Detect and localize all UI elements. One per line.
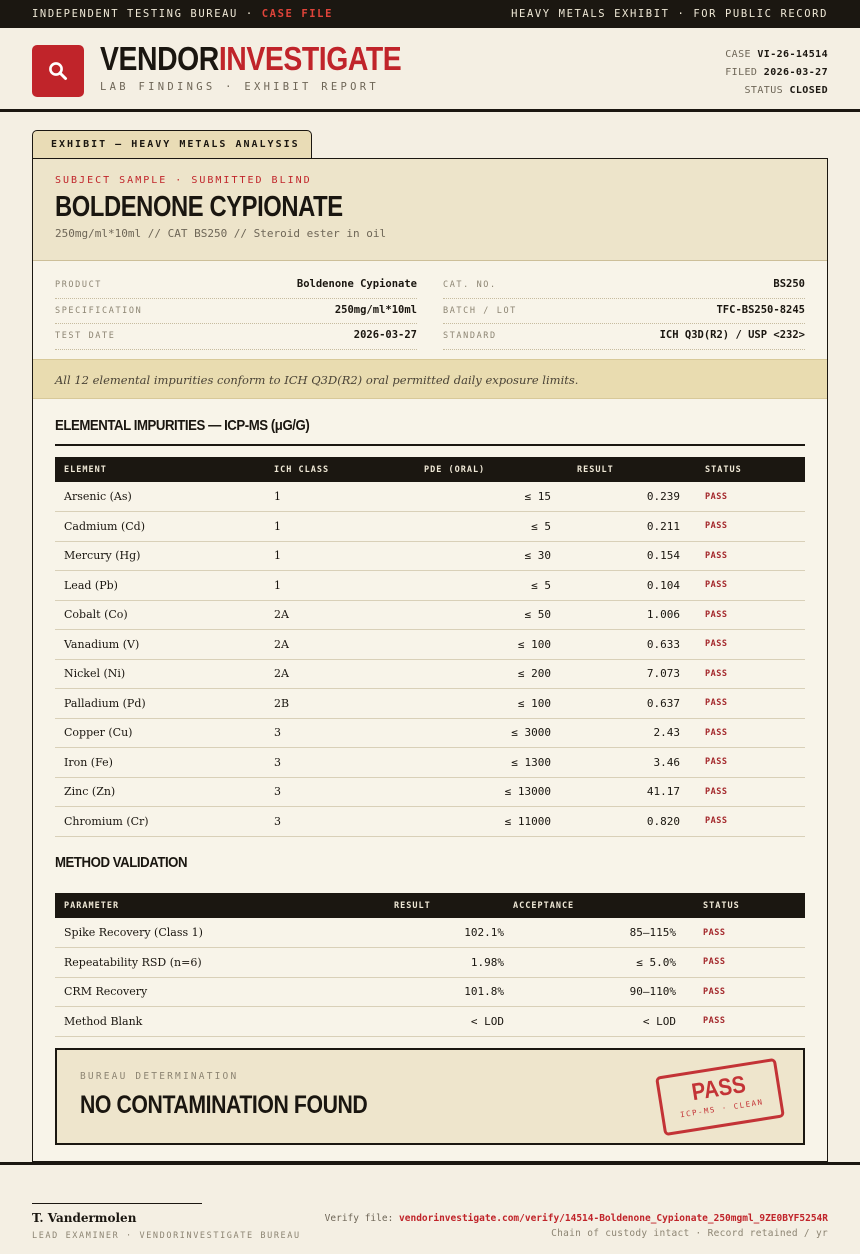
footer — [0, 1162, 860, 1254]
impurity-row — [55, 571, 805, 601]
validation-acceptance: 90–110% — [513, 977, 685, 1007]
impurity-result: 0.239 — [577, 482, 689, 512]
impurity-pde: ≤ 5 — [415, 512, 577, 542]
exhibit-card — [32, 158, 828, 1162]
validation-result: 102.1% — [385, 918, 513, 948]
impurity-pde: ≤ 15 — [415, 482, 577, 512]
impurity-row — [55, 541, 805, 571]
conformance-note: All 12 elemental impurities conform to ICH Q3D(R2) oral permitted daily exposure limits. — [33, 359, 827, 399]
impurity-element: Cadmium (Cd) — [55, 512, 265, 542]
impurity-pde: ≤ 200 — [415, 659, 577, 689]
impurity-element: Chromium (Cr) — [55, 807, 265, 837]
case-status-row: STATUS CLOSED — [744, 85, 828, 96]
examiner-role: LEAD EXAMINER · VENDORINVESTIGATE BUREAU — [32, 1231, 301, 1241]
impurity-status: PASS — [689, 512, 805, 542]
verify-link[interactable]: vendorinvestigate.com/verify/14514-Boldenone_Cypionate_250mgml_9ZE0BYF5254R — [399, 1213, 828, 1224]
top-bar-right: HEAVY METALS EXHIBIT · FOR PUBLIC RECORD — [511, 8, 828, 20]
validation-result: 1.98% — [385, 948, 513, 978]
fact-catalog-number: CAT. NO. BS250 — [443, 273, 805, 299]
stamp-value: PASS — [689, 1071, 748, 1107]
validation-acceptance: 85–115% — [513, 918, 685, 948]
impurity-status: PASS — [689, 777, 805, 807]
impurities-table — [55, 457, 805, 837]
impurity-status: PASS — [689, 718, 805, 748]
impurity-result: 0.154 — [577, 541, 689, 571]
impurity-element: Mercury (Hg) — [55, 541, 265, 571]
col-pde: PDE (ORAL) — [424, 464, 486, 475]
pass-stamp — [655, 1058, 785, 1136]
fact-standard: STANDARD ICH Q3D(R2) / USP <232> — [443, 324, 805, 350]
impurity-element: Cobalt (Co) — [55, 600, 265, 630]
impurities-header-row — [55, 457, 805, 482]
validation-result: 101.8% — [385, 977, 513, 1007]
impurity-ich-class: 1 — [265, 541, 415, 571]
impurities-title: ELEMENTAL IMPURITIES — ICP-MS (μG/G) — [55, 417, 310, 434]
impurity-element: Palladium (Pd) — [55, 689, 265, 719]
impurity-element: Arsenic (As) — [55, 482, 265, 512]
brand-part-investigate: INVESTIGATE — [218, 40, 402, 77]
validation-row — [55, 1007, 805, 1037]
impurity-result: 7.073 — [577, 659, 689, 689]
validation-parameter: Spike Recovery (Class 1) — [55, 918, 385, 948]
impurity-row — [55, 807, 805, 837]
impurity-pde: ≤ 13000 — [415, 777, 577, 807]
stamp-subtitle: ICP-MS · CLEAN — [679, 1097, 765, 1120]
impurity-status: PASS — [689, 659, 805, 689]
impurity-element: Nickel (Ni) — [55, 659, 265, 689]
fact-specification: SPECIFICATION 250mg/ml*10ml — [55, 299, 417, 325]
impurities-section-header — [55, 415, 805, 446]
determination-label: BUREAU DETERMINATION — [80, 1071, 239, 1082]
subject-kicker: SUBJECT SAMPLE · SUBMITTED BLIND — [55, 175, 312, 186]
brand-logo[interactable] — [100, 40, 401, 78]
validation-section-header — [55, 853, 205, 873]
validation-status: PASS — [685, 977, 805, 1007]
brand-part-vendor: VENDOR — [100, 40, 219, 77]
logo-badge — [32, 45, 84, 97]
impurity-ich-class: 3 — [265, 748, 415, 778]
impurity-element: Iron (Fe) — [55, 748, 265, 778]
custody-note: Chain of custody intact · Record retained / yr — [551, 1228, 828, 1239]
validation-acceptance: < LOD — [513, 1007, 685, 1037]
validation-header-row — [55, 893, 805, 918]
col-parameter: PARAMETER — [64, 900, 120, 911]
subject-subtitle: 250mg/ml*10ml // CAT BS250 // Steroid ester in oil — [55, 227, 387, 240]
validation-row — [55, 977, 805, 1007]
filed-date-row: FILED 2026-03-27 — [725, 67, 828, 78]
impurity-status: PASS — [689, 689, 805, 719]
col-status: STATUS — [705, 464, 742, 475]
impurity-status: PASS — [689, 571, 805, 601]
col-result: RESULT — [577, 464, 614, 475]
impurity-row — [55, 512, 805, 542]
signature-line — [32, 1203, 202, 1204]
case-status: CLOSED — [789, 85, 828, 96]
impurity-row — [55, 718, 805, 748]
col-ich-class: ICH CLASS — [274, 464, 330, 475]
determination-panel — [55, 1048, 805, 1145]
top-bar — [0, 0, 860, 28]
exhibit-tab: EXHIBIT — HEAVY METALS ANALYSIS — [32, 130, 312, 159]
col-val-result: RESULT — [394, 900, 431, 911]
top-bar-left — [32, 8, 333, 20]
validation-status: PASS — [685, 1007, 805, 1037]
impurity-ich-class: 1 — [265, 571, 415, 601]
impurity-result: 0.633 — [577, 630, 689, 660]
impurity-row — [55, 482, 805, 512]
impurity-pde: ≤ 30 — [415, 541, 577, 571]
impurity-element: Lead (Pb) — [55, 571, 265, 601]
col-element: ELEMENT — [64, 464, 107, 475]
impurity-element: Vanadium (V) — [55, 630, 265, 660]
filed-date: 2026-03-27 — [763, 67, 828, 78]
impurity-pde: ≤ 1300 — [415, 748, 577, 778]
impurity-ich-class: 3 — [265, 777, 415, 807]
impurity-element: Copper (Cu) — [55, 718, 265, 748]
fact-product: PRODUCT Boldenone Cypionate — [55, 273, 417, 299]
validation-status: PASS — [685, 918, 805, 948]
verify-line — [325, 1213, 828, 1224]
verify-label: Verify file: — [324, 1213, 394, 1224]
case-number-row: CASE VI-26-14514 — [725, 49, 828, 60]
impurity-result: 0.104 — [577, 571, 689, 601]
impurity-result: 1.006 — [577, 600, 689, 630]
impurity-status: PASS — [689, 541, 805, 571]
case-file-label: CASE FILE — [261, 8, 334, 20]
impurity-result: 41.17 — [577, 777, 689, 807]
subject-panel — [33, 159, 827, 261]
impurity-ich-class: 1 — [265, 482, 415, 512]
impurity-pde: ≤ 11000 — [415, 807, 577, 837]
impurity-ich-class: 3 — [265, 718, 415, 748]
impurity-pde: ≤ 5 — [415, 571, 577, 601]
header — [0, 28, 860, 112]
impurity-ich-class: 2A — [265, 630, 415, 660]
facts-right-column — [443, 273, 805, 359]
impurity-ich-class: 2A — [265, 659, 415, 689]
magnifier-icon — [47, 60, 69, 82]
impurity-status: PASS — [689, 807, 805, 837]
validation-row — [55, 918, 805, 948]
impurity-ich-class: 1 — [265, 512, 415, 542]
validation-title: METHOD VALIDATION — [55, 854, 188, 871]
impurity-status: PASS — [689, 630, 805, 660]
impurity-element: Zinc (Zn) — [55, 777, 265, 807]
determination-value: NO CONTAMINATION FOUND — [80, 1091, 368, 1119]
impurity-pde: ≤ 3000 — [415, 718, 577, 748]
brand-subtitle: LAB FINDINGS · EXHIBIT REPORT — [100, 81, 380, 93]
validation-parameter: Repeatability RSD (n=6) — [55, 948, 385, 978]
impurity-pde: ≤ 100 — [415, 689, 577, 719]
impurity-ich-class: 3 — [265, 807, 415, 837]
impurity-result: 0.211 — [577, 512, 689, 542]
impurity-row — [55, 748, 805, 778]
validation-row — [55, 948, 805, 978]
impurity-row — [55, 659, 805, 689]
validation-parameter: CRM Recovery — [55, 977, 385, 1007]
impurity-result: 2.43 — [577, 718, 689, 748]
impurity-status: PASS — [689, 600, 805, 630]
impurity-row — [55, 777, 805, 807]
case-info — [725, 46, 828, 100]
col-acceptance: ACCEPTANCE — [513, 900, 575, 911]
impurity-status: PASS — [689, 748, 805, 778]
fact-test-date: TEST DATE 2026-03-27 — [55, 324, 417, 350]
fact-batch-lot: BATCH / LOT TFC-BS250-8245 — [443, 299, 805, 325]
validation-status: PASS — [685, 948, 805, 978]
impurity-result: 3.46 — [577, 748, 689, 778]
impurity-status: PASS — [689, 482, 805, 512]
impurity-pde: ≤ 100 — [415, 630, 577, 660]
validation-acceptance: ≤ 5.0% — [513, 948, 685, 978]
impurity-row — [55, 600, 805, 630]
col-val-status: STATUS — [703, 900, 740, 911]
impurity-ich-class: 2A — [265, 600, 415, 630]
impurity-row — [55, 689, 805, 719]
facts-grid — [33, 261, 827, 359]
case-number: VI-26-14514 — [757, 49, 828, 60]
validation-result: < LOD — [385, 1007, 513, 1037]
impurity-ich-class: 2B — [265, 689, 415, 719]
subject-title: BOLDENONE CYPIONATE — [55, 191, 343, 223]
impurity-result: 0.820 — [577, 807, 689, 837]
bureau-label: INDEPENDENT TESTING BUREAU · — [32, 8, 254, 20]
validation-table — [55, 893, 805, 1037]
impurity-pde: ≤ 50 — [415, 600, 577, 630]
impurity-result: 0.637 — [577, 689, 689, 719]
validation-parameter: Method Blank — [55, 1007, 385, 1037]
facts-left-column — [55, 273, 417, 359]
examiner-name: T. Vandermolen — [32, 1211, 137, 1225]
impurity-row — [55, 630, 805, 660]
